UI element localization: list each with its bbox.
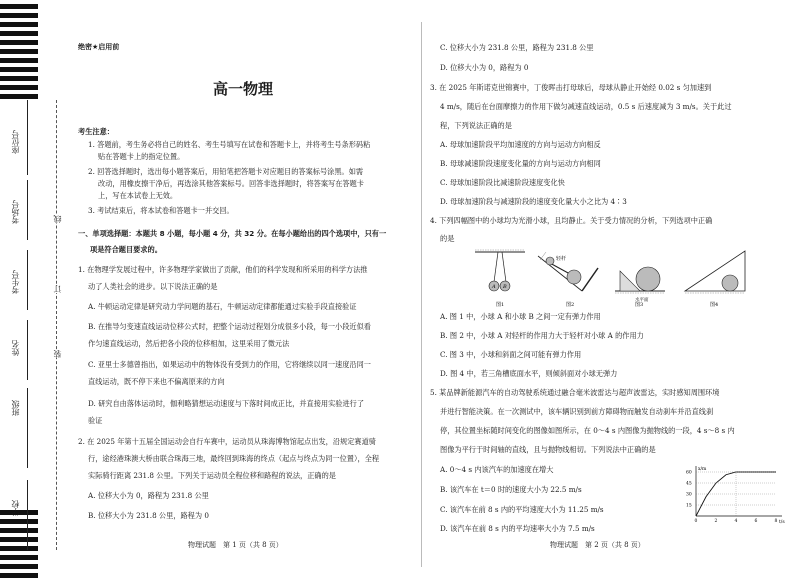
question-2-stem: 行，途经港珠澳大桥由联合珠海三地，最终回到珠海的终点（起点与终点为同一位置），全程 (88, 454, 380, 463)
seal-mark-bind: 订 (53, 285, 62, 293)
x-tick-label: 6 (754, 519, 758, 524)
notice-line: 上，写在本试卷上无效。 (98, 191, 178, 200)
figure-4 (685, 251, 745, 293)
y-tick-label: 30 (686, 492, 692, 498)
seal-mark-pack: 装 (53, 350, 62, 358)
figure-4-caption: 图4 (710, 302, 719, 308)
question-2-option-b: B. 位移大小为 231.8 公里，路程为 0 (88, 511, 209, 520)
section-heading-cont: 项是符合题目要求的。 (90, 245, 162, 254)
binding-stripe (0, 40, 38, 45)
secret-tag: 绝密★启用前 (78, 43, 120, 51)
binding-stripe (0, 85, 38, 90)
y-tick-label: 60 (686, 470, 692, 476)
seal-mark-line: 线 (53, 215, 62, 223)
figure-3 (615, 267, 665, 303)
binding-write-line (27, 250, 28, 310)
question-1-option-c: C. 亚里士多德曾指出，如果运动中的物体没有受到力的作用，它将继续以同一速度沿同一 (88, 360, 371, 369)
question-1-option-c: 直线运动，既不停下来也不偏离原来的方向 (88, 377, 225, 386)
question-5-stem: 图像为平行于时间轴的直线，且与抛物线相切。下列说法中正确的是 (440, 445, 656, 454)
binding-stripe (0, 76, 38, 81)
binding-label-class: 班级 (11, 400, 20, 416)
binding-stripe (0, 519, 38, 524)
binding-stripe (0, 555, 38, 560)
binding-stripe (0, 58, 38, 63)
x-tick-label: 0 (694, 519, 698, 524)
figure-3-caption: 图3 (635, 302, 644, 308)
y-axis-label: x/m (698, 467, 707, 472)
binding-stripe (0, 94, 38, 99)
page-title: 高一物理 (213, 80, 274, 98)
question-5-option-c: C. 该汽车在前 8 s 内的平均速度大小为 11.25 m/s (440, 505, 604, 514)
notice-line: 1. 答题前，考生务必将自己的姓名、考生号填写在试卷和答题卡上，并将考生号条形码粘 (88, 140, 371, 149)
binding-stripe (0, 67, 38, 72)
question-5-stem: 5. 某品牌新能源汽车的自动驾驶系统通过融合毫米波雷达与超声波雷达，实时感知周围环境 (430, 388, 720, 397)
notice-line: 贴在答题卡上的指定位置。 (98, 152, 185, 161)
question-1-option-b: B. 在推导匀变速直线运动位移公式时，把整个运动过程划分成很多小段，每一小段近似看 (88, 322, 371, 331)
graph-axes (696, 466, 785, 524)
ball-b-label: B (503, 284, 507, 290)
graph-dash-lines (696, 472, 776, 516)
figure-2 (538, 252, 598, 291)
notice-title: 考生注意： (78, 127, 114, 136)
binding-label-id: 考生号 (11, 270, 20, 294)
question-5-stem: 并进行智能决策。在一次测试中，该车辆识别到前方障碍物而触发自动刹车并沿直线刹 (440, 407, 714, 416)
binding-margin (0, 0, 72, 579)
question-1-stem: 1. 在物理学发展过程中，许多物理学家做出了贡献，他们的科学发现和所采用的科学方法推 (78, 265, 368, 274)
question-2-option-d: D. 位移大小为 0，路程为 0 (440, 63, 529, 72)
figure-1 (475, 250, 525, 291)
binding-stripe (0, 564, 38, 569)
binding-stripe (0, 13, 38, 18)
question-4-figures (470, 246, 760, 308)
page-right (430, 0, 795, 579)
question-3-stem: 程，下列说法正确的是 (440, 121, 512, 130)
question-3-option-a: A. 母球加速阶段平均加速度的方向与运动方向相反 (440, 140, 601, 149)
question-4-stem: 的是 (440, 234, 455, 243)
binding-stripe (0, 537, 38, 542)
binding-stripe (0, 546, 38, 551)
binding-stripe (0, 22, 38, 27)
x-axis-label: t/s (779, 520, 785, 524)
x-tick-label: 2 (714, 519, 718, 524)
ball-a-label: A (492, 284, 496, 290)
figure-1-caption: 图1 (496, 302, 505, 308)
question-4-option-c: C. 图 3 中，小球和斜面之间可能有弹力作用 (440, 350, 582, 359)
notice-line: 2. 回答选择题时，选出每小题答案后，用铅笔把答题卡对应题目的答案标号涂黑。如需 (88, 167, 364, 176)
notice-line: 改动，用橡皮擦干净后，再选涂其他答案标号。回答非选择题时，将答案写在答题卡 (98, 179, 364, 188)
page-footer: 物理试题 第 2 页（共 8 页） (550, 541, 645, 549)
question-3-option-b: B. 母球减速阶段速度变化量的方向与运动方向相同 (440, 159, 601, 168)
question-2-option-a: A. 位移大小为 0，路程为 231.8 公里 (88, 491, 209, 500)
binding-stripe (0, 528, 38, 533)
seal-line (56, 100, 57, 550)
question-5-xt-graph (682, 462, 786, 524)
question-4-stem: 4. 下列四幅图中的小球均为光滑小球，且均静止。关于受力情况的分析，下列选项中正确 (430, 216, 713, 225)
light-rod-label: 轻杆 (556, 256, 567, 262)
question-5-option-a: A. 0～4 s 内该汽车的加速度在增大 (440, 465, 554, 474)
binding-write-line (27, 388, 28, 468)
question-3-option-d: D. 母球加速阶段与减速阶段的速度变化量大小之比为 4∶3 (440, 197, 627, 206)
page-left (78, 0, 418, 579)
question-5-stem: 停，其位置坐标随时间变化的图像如图所示，在 0～4 s 内图像为抛物线的一段，4 s～8 s 内 (440, 426, 735, 435)
question-1-stem: 动了人类社会的进步。以下说法正确的是 (88, 282, 218, 291)
x-tick-label: 4 (734, 519, 738, 524)
binding-stripe (0, 573, 38, 578)
question-3-stem: 3. 在 2025 年斯诺克世锦赛中，丁俊晖击打母球后，母球从静止开始经 0.02 s 匀加速到 (430, 83, 712, 92)
x-tick-label: 8 (774, 519, 778, 524)
binding-write-line (27, 100, 28, 175)
question-1-option-d: 验证 (88, 416, 103, 425)
figure-2-caption: 图2 (566, 302, 575, 308)
page-footer: 物理试题 第 1 页（共 8 页） (188, 541, 283, 549)
question-1-option-b: 作匀速直线运动，然后把各小段的位移相加，这里采用了微元法 (88, 339, 290, 348)
question-1-option-d: D. 研究自由落体运动时，伽利略猜想运动速度与下落时间成正比，并直接用实验进行了 (88, 399, 365, 408)
binding-label-name: 姓名 (11, 340, 20, 356)
question-2-stem: 实际骑行距离 231.8 公里。下列关于运动员全程位移和路程的说法，正确的是 (88, 471, 336, 480)
horizontal-label: 水平面 (635, 298, 649, 303)
question-2-stem: 2. 在 2025 年第十五届全国运动会自行车赛中，运动员从珠海博物馆起点出发，沿规定赛道骑 (78, 437, 376, 446)
binding-stripe (0, 49, 38, 54)
question-2-option-c: C. 位移大小为 231.8 公里，路程为 231.8 公里 (440, 43, 594, 52)
question-5-option-b: B. 该汽车在 t＝0 时的速度大小为 22.5 m/s (440, 485, 582, 494)
binding-stripe (0, 31, 38, 36)
question-1-option-a: A. 牛顿运动定律是研究动力学问题的基石，牛顿运动定律都能通过实验手段直接验证 (88, 302, 357, 311)
binding-stripe (0, 4, 38, 9)
binding-write-line (27, 180, 28, 240)
binding-write-line (27, 320, 28, 380)
question-3-option-c: C. 母球加速阶段比减速阶段速度变化快 (440, 178, 565, 187)
question-4-option-d: D. 图 4 中，若三角槽底面水平，则倾斜面对小球无弹力 (440, 369, 618, 378)
binding-write-line (27, 480, 28, 550)
section-heading: 一、单项选择题：本题共 8 小题，每小题 4 分，共 32 分。在每小题给出的四个选项中，只有一 (78, 229, 387, 238)
page-divider (421, 22, 422, 567)
question-4-option-a: A. 图 1 中，小球 A 和小球 B 之间一定有弹力作用 (440, 312, 601, 321)
y-tick-label: 45 (686, 481, 692, 487)
question-3-stem: 4 m/s，随后在台面摩擦力的作用下做匀减速直线运动，0.5 s 后速度减为 3 m/s。关于此过 (440, 102, 732, 111)
question-5-option-d: D. 该汽车在前 8 s 内的平均速率大小为 7.5 m/s (440, 524, 595, 533)
binding-label-seat: 座位号 (11, 130, 20, 154)
binding-label-school: 学校 (11, 500, 20, 516)
y-tick-label: 15 (686, 503, 692, 509)
question-4-option-b: B. 图 2 中，小球 A 对轻杆的作用力大于轻杆对小球 A 的作用力 (440, 331, 644, 340)
binding-label-room: 考场号 (11, 200, 20, 224)
notice-line: 3. 考试结束后，将本试卷和答题卡一并交回。 (88, 206, 234, 215)
